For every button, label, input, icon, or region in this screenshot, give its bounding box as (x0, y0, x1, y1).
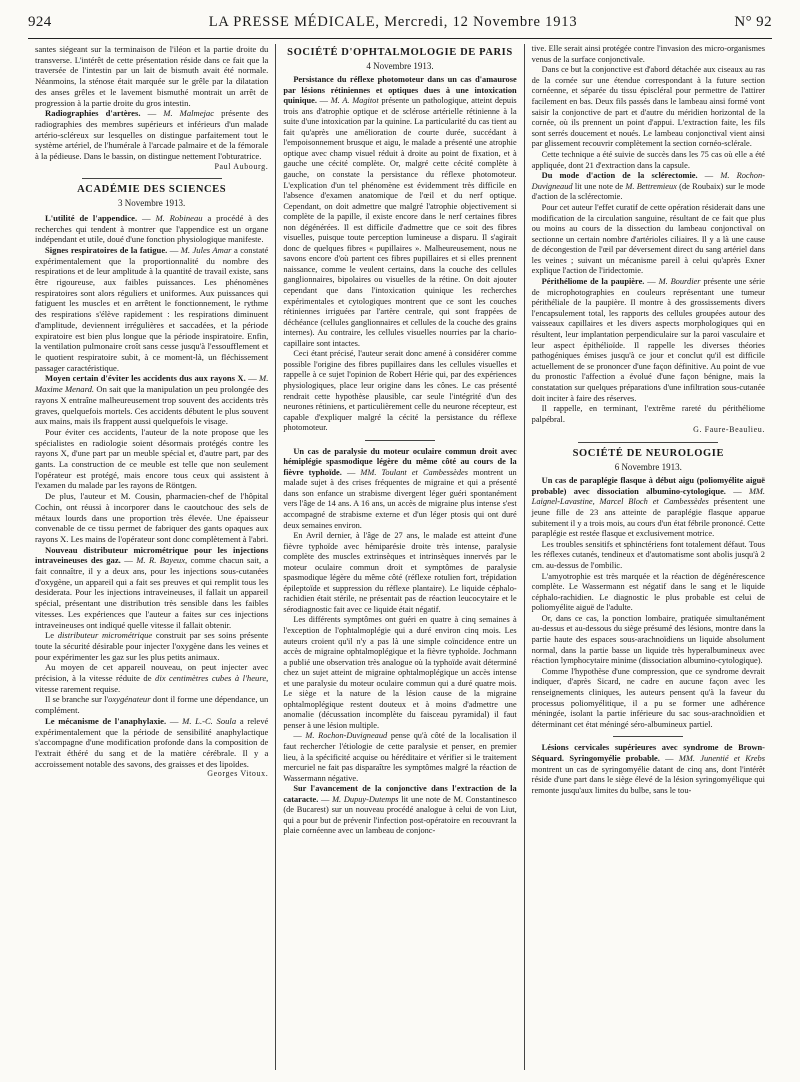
paragraph: De plus, l'auteur et M. Cousin, pharmacien-chef de l'hôpital Cochin, ont réussi à incorporer dans le caoutchouc des sels de métaux lourds dans une proportion très élevée. Une épaisseur convenable de ce tissu permet de fabriquer des gants opaques aux rayons X. Les mains de l'opérateur sont donc complètement à l'abri. (35, 491, 269, 544)
journal-title: LA PRESSE MÉDICALE, Mercredi, 12 Novembre 1913 (208, 14, 578, 30)
paragraph: Un cas de paraplégie flasque à début aigu (poliomyélite aiguë probable) avec dissociation albumino-cytologique. — MM. Laignel-Lavastine, Marcel Bloch et Cambessèdes présentent une jeune fille de 23 ans atteinte de paraplégie flasque apparue subitement il y a trois mois, au cours d'un état fébrile prononcé. Cette paraplégie est restée flasque et exclusivement motrice. (531, 476, 765, 539)
text-run: Au moyen de cet appareil nouveau, on peut injecter avec précision, à la vitesse réduite de (35, 662, 269, 684)
item-text: présente un pathologique, atteint depuis trois ans d'atrophie optique et de sclérose artérielle rétinienne à la suite d'une intoxication par la quinine. La particularité du cas tient au fait qu'après une amélioration de courte durée, succédant à l'empoisonnement brusque et aigu, le malade a présenté une atrophie optique avec champ visuel réduit à droite au point de fixation, et à gauche une cécité complète. Or, malgré cette cécité complète à gauche, on constate la persistance du réflexe photomoteur. L'explication d'un tel phénomène est évidemment très difficile en l'absence d'examen anatomique de l'œil et du nerf optique. Cependant, on doit admettre que malgré l'atrophie objectivement si complète de la papille, il existe encore dans le nerf certaines fibres non dégénérées. Il est difficile d'admettre que ce soit des fibres visuelles, puisque toute perception lumineuse a disparu. Il s'agirait donc de quelques fibres « pupillaires ». Malheureusement, nous ne savons encore d'où partent ces fibres pupillaires et si elles prennent naissance, comme le veulent certains, dans la couche des cellules ganglionnaires, bipolaires ou visuelles de la rétine. On doit ajouter cependant que dans l'intoxication quinique les recherches expérimentales et cytologiques montrent que ce sont les couches rétiniennes irriguées par l'artère centrale, qui sont frappées de déchéance (cellules ganglionnaires et cellules de la couche des grains internes). Au contraire, les cellules visuelles nourries par la chario-capillaire sont intactes. (283, 96, 517, 348)
text-run: dont il forme une dépendance, un complément. (35, 694, 269, 716)
paragraph (35, 662, 268, 694)
author: M. Rochon-Duvigneaud (305, 731, 388, 741)
item-title: Le mécanisme de l'anaphylaxie. (45, 715, 167, 726)
author: M. Dupuy-Dutemps (332, 794, 399, 804)
paragraph: Sur l'avancement de la conjonctive dans l'extraction de la cataracte. — M. Dupuy-Dutemps lit une note de M. Constantinesco (de Bucarest) sur un nouveau procédé analogue à celui de von Liut, qui a pour but de prévenir l'infection post-opératoire en recouvrant la plaie cornéenne avec un lambeau de conjonc- (283, 784, 517, 836)
item-text: présente des radiographies des membres supérieurs et inférieurs d'un malade artério-scléreux sur lesquelles on distingue parfaitement tout le système artériel, de l'humérale à l'arcade palmaire et de la fémorale à la pédieuse. Dans le bassin, on distingue nettement l'obturatrice. (35, 108, 269, 162)
author: M. Robineau (155, 212, 203, 223)
paragraph: Les troubles sensitifs et sphinctériens font totalement défaut. Tous les réflexes cutanés, tendineux et d'automatisme sont abolis jusqu'à 2 cm. au-dessus de l'ombilic. (531, 539, 765, 570)
section-divider (82, 178, 222, 179)
column-2 (275, 44, 523, 1070)
item-title: Périthéliome de la paupière. (541, 277, 645, 287)
paragraph: Signes respiratoires de la fatigue. — M. Jules Amar a constaté expérimentalement que la proportionnalité du nombre des respirations et de leur amplitude à la quantité de travail existe, sans être rigoureuse, aux faibles puissances. Les phénomènes respiratoires sont alors réguliers et uniformes. Aux puissances qui fatiguent les muscles et en arrêtent le fonctionnement, le rythme des respirations s'élève rapidement : les respirations diminuent d'amplitude, deviennent irrégulières et saccadées, et la période expiratoire est bien plus longue que la période inspiratoire. Enfin, la ventilation pulmonaire croît sans cesse jusqu'à l'essoufflement et le quotient respiratoire subit, à ce moment-là, un fléchissement passager caractéristique. (35, 244, 269, 373)
author: M. Bourdier (658, 277, 701, 287)
item-title: Un cas de paralysie du moteur oculaire commun droit avec hémiplégie spasmodique légère du même côté au cours de la fièvre typhoïde. (283, 446, 517, 477)
item-text: montrent un cas de syringomyélie datant de cinq ans, dont l'intérêt réside d'une part dans le siège élevé de la lésion syringomyélique qui remonte jusqu'aux limites du bulbe, sans le tou- (531, 764, 765, 795)
author: MM. Junentié et Krebs (678, 754, 765, 763)
paragraph: Il rappelle, en terminant, l'extrême rareté du périthéliome palpébral. (531, 404, 765, 424)
item-title: Du mode d'action de la sclérectomie. (541, 171, 698, 181)
section-divider (365, 440, 435, 441)
section-title: SOCIÉTÉ DE NEUROLOGIE (572, 447, 725, 459)
paragraph: Les différents symptômes ont guéri en quatre à cinq semaines à l'exception de l'ophtalmoplégie qui a duré environ cinq mois. Les auteurs croient qu'il n'y a pas là une simple coïncidence entre un accès de migraine ophtalmoplégique et la fièvre typhoïde. Jochmann a publié une observation très analogue où la typhoïde avait déterminé chez un sujet atteint de migraine ophtalmoplégique un accès intense et une paralysie du moteur oculaire commun qui a duré quatre mois. Le siège et la nature de la lésion cause de la migraine ophtalmoplégique restent douteux et à moins d'admettre une anomalie (décussation incomplète du faisceau pyramidal) il faut penser à une lésion multiple. (283, 615, 517, 730)
paragraph: tive. Elle serait ainsi protégée contre l'invasion des micro-organismes venus de la surface conjonctivale. (531, 44, 765, 64)
paragraph: Persistance du réflexe photomoteur dans un cas d'amaurose par lésions rétiniennes et optiques dues à une intoxication quinique. — M. A. Magitot présente un pathologique, atteint depuis trois ans d'atrophie optique et de sclérose artérielle rétinienne à la suite d'une intoxication par la quinine. La particularité du cas tient au fait qu'après une amélioration de courte durée, succédant à l'empoisonnement brusque et aigu, le malade a présenté une atrophie optique avec champ visuel réduit à droite au point de fixation, et à gauche une cécité complète. Or, malgré cette cécité complète à gauche, on constate la persistance du réflexe photomoteur. L'explication d'un tel phénomène est évidemment très difficile en l'absence d'examen anatomique de l'œil et du nerf optique. Cependant, on doit admettre que malgré l'atrophie objectivement si complète de la papille, il existe encore dans le nerf certaines fibres non dégénérées. Il est difficile d'admettre que ce soit des fibres visuelles, puisque toute perception lumineuse a disparu. Il s'agirait donc de quelques fibres « pupillaires ». Malheureusement, nous ne savons encore d'où partent ces fibres pupillaires et si elles prennent naissance, comme le veulent certains, dans la couche des cellules ganglionnaires, bipolaires ou visuelles de la rétine. On doit ajouter cependant que dans l'intoxication quinique les recherches expérimentales et cytologiques montrent que ce sont les couches rétiniennes irriguées par l'artère centrale, qui sont frappées de déchéance (cellules ganglionnaires et cellules de la couche des grains internes). Au contraire, les cellules visuelles nourries par la chario-capillaire sont intactes. (283, 75, 517, 348)
author: M. Bettremieux (625, 181, 677, 191)
item-title: Moyen certain d'éviter les accidents dus aux rayons X. (45, 373, 246, 384)
item-text: On sait que la manipulation un peu prolongée des rayons X entraîne malheureusement trop souvent des accidents très graves, quelquefois mortels. Ces accidents débutent le plus souvent aux mains, mais ils frappent aussi quelquefois le visage. (35, 384, 269, 427)
item-title: L'utilité de l'appendice. (45, 212, 138, 223)
author: M. R. Bayeux (136, 555, 186, 566)
item-text: , comme chacun sait, a fait connaître, il y a deux ans, pour les injections sous-cutanées d'oxygène, un appareil qui a fait ses preuves et qui remplit tous les desiderata. Pour les injections intraveineuses, il fallait un appareil spécial, présentant une distribution très sensible dans les faibles vitesses. Les expériences que l'auteur a faites sur ces injections intraveineuses ont indiqué quelle vitesse il fallait obtenir. (35, 555, 269, 630)
paragraph (35, 694, 268, 715)
column-3 (524, 44, 772, 1070)
paragraph: Cette technique a été suivie de succès dans les 75 cas où elle a été appliquée, dont 21 d'extraction dans la capsule. (531, 149, 765, 170)
text-run: Le (45, 630, 58, 641)
item-text: a relevé expérimentalement que la période de sensibilité anaphylactique s'accompagne d'une modification profonde dans la composition de l'extrait éthéré du sang et de la matière cérébrale. Il y a accroissement notable des savons, des graisses et des lipoïdes. (35, 715, 269, 769)
item-text: a constaté expérimentalement que la proportionnalité du nombre des respirations et de leur amplitude à la quantité de travail existe, sans être rigoureuse, aux faibles puissances. Les phénomènes respiratoires sont alors réguliers et uniformes. Aux puissances qui fatiguent les muscles et en arrêtent le fonctionnement, le rythme des respirations s'élève rapidement : les respirations diminuent d'amplitude, deviennent irrégulières et saccadées, et la période expiratoire est bien plus longue que la période inspiratoire. Enfin, la ventilation pulmonaire croît sans cesse jusqu'à l'essoufflement et le quotient respiratoire subit, à ce moment-là, un fléchissement passager caractéristique. (35, 244, 269, 373)
section-title: SOCIÉTÉ D'OPHTALMOLOGIE DE PARIS (287, 47, 513, 58)
author: MM. Toulant et Cambessèdes (360, 467, 468, 477)
paragraph: En Avril dernier, à l'âge de 27 ans, le malade est atteint d'une fièvre typhoïde avec hémiparésie droite très intense, paralysie complète des muscles extrinsèques et intrinsèques innervés par le moteur oculaire commun droit et symptômes de paralysie spasmodique légère du même côté (réflexe rotulien fort, trépidation épileptoïde et suppression du réflexe plantaire). Le liquide céphalo-rachidien était stérile, ne présentait pas de réaction leucocytaire et le sérodiagnostic fait avec ce liquide était négatif. (283, 531, 517, 614)
section-divider (613, 736, 683, 737)
column-1 (28, 44, 275, 1070)
item-text: pense qu'à côté de la localisation il faut rechercher l'étiologie de cette paralysie et penser, en premier lieu, à la spécificité acquise ou héréditaire et vérifier si le traitement mercuriel ne fait pas disparaître les symptômes malgré la réaction de Wassermann négative. (283, 731, 517, 783)
section-divider (578, 442, 718, 443)
item-text: lit une note de (574, 181, 624, 191)
paragraph: Radiographies d'artères. — M. Malmejac présente des radiographies des membres supérieurs et inférieurs d'un malade artério-scléreux sur lesquelles on distingue parfaitement tout le système artériel, de l'humérale à l'arcade palmaire et de la fémorale à la pédieuse. Dans le bassin, on distingue nettement l'obturatrice. (35, 108, 269, 162)
paragraph: L'amyotrophie est très marquée et la réaction de dégénérescence complète. Le Wassermann est négatif dans le sang et le liquide céphalo-rachidien. Le diagnostic le plus probable est celui de poliomyélite aiguë de l'adulte. (531, 571, 765, 613)
paragraph (35, 630, 268, 662)
author: M. Maxime Menard. (35, 373, 269, 395)
author: M. Rochon-Duvigneaud (531, 171, 765, 191)
signature: G. Faure-Beaulieu. (693, 425, 765, 435)
page-number: 924 (28, 14, 52, 30)
item-text: présente une série de microphotographies en couleurs représentant une tumeur périthéliale de la paupière. Il montre à des grossissements divers l'encapsulement total, les rapports des cellules groupées autour des vaisseaux capillaires et les divers aspects morphologiques qui en résultent, leur implantation perpendiculaire sur la paroi vasculaire et leur aspect épithélioïde. Il rappelle les diverses théories pathogéniques émises jusqu'à ce jour et conclut qu'il est difficile actuellement de se prononcer d'une façon définitive. Au point de vue du pronostic l'affection a évolué d'une façon bénigne, mais la constatation sur quelques préparations d'une infiltration sous-cutanée doit inciter à faire des réserves. (531, 277, 766, 403)
section-title: ACADÉMIE DES SCIENCES (77, 184, 227, 196)
paragraph: Dans ce but la conjonctive est d'abord détachée aux ciseaux au ras de la cornée sur une étendue correspondant à la future section cornéenne, et séparée du tissu épiscléral pour permettre de l'attirer facilement en bas. Deux fils passés dans le lambeau ainsi formé vont saisir la conjonctive de part et d'autre du méridien horizontal de la cornée, où ils prennent un point d'appui. L'extraction faite, les fils sont serrés doucement et noués. Le lambeau conjonctival vient ainsi par glissement recouvrir complètement la section cornéo-sclérale. (531, 65, 765, 149)
section-date: 4 Novembre 1913. (366, 60, 434, 71)
paragraph: Du mode d'action de la sclérectomie. — M. Rochon-Duvigneaud lit une note de M. Bettremieux (de Roubaix) sur le mode d'action de la sclérectomie. (531, 171, 765, 202)
issue-number: N° 92 (734, 14, 772, 30)
paragraph: Le mécanisme de l'anaphylaxie. — M. L.-C. Soula a relevé expérimentalement que la période de sensibilité anaphylactique s'accompagne d'une modification profonde dans la composition de l'extrait éthéré du sang et de la matière cérébrale. Il y a accroissement notable des savons, des graisses et des lipoïdes. (35, 715, 269, 769)
item-title: Lésions cervicales supérieures avec syndrome de Brown-Séquard. Syringomyélie probable. (531, 743, 765, 763)
section-date: 6 Novembre 1913. (614, 461, 682, 472)
columns (28, 44, 772, 1070)
item-title: Radiographies d'artères. (45, 108, 141, 119)
item-text: montrent un malade sujet à des crises fréquentes de migraine et qui a présenté dans son enfance un strabisme divergent léger guéri spontanément vers l'âge de 14 ans. A 16 ans, un accès de migraine plus intense s'est accompagné de strabisme externe et d'un léger ptosis qui ont duré deux semaines environ. (283, 467, 517, 530)
item-title: Persistance du réflexe photomoteur dans un cas d'amaurose par lésions rétiniennes et optiques dues à une intoxication quinique. (283, 75, 517, 106)
author: M. Malmejac (163, 108, 215, 119)
item-text: lit une note de M. Constantinesco (de Bucarest) sur un nouveau procédé analogue à celui de von Liut, qui a pour but de prévenir l'infection post-opératoire en recouvrant la plaie cornéenne avec un lambeau de conjonc- (283, 794, 517, 836)
paragraph: Pour cet auteur l'effet curatif de cette opération résiderait dans une modification de la circulation sanguine, résultant de ce fait que plus ou moins au cours de la dissection du lambeau conjonctival on sectionne un certain nombre d'artérioles ciliaires. Il y a là une cause de décongestion de l'œil par déversement direct du sang artériel dans les veines ; suivant un mécanisme pareil à celui qu'après Exner explique l'action de l'iridectomie. (531, 202, 765, 276)
text-run: construit par ses soins présente toute la sécurité désirable pour injecter l'oxygène dans les veines et pour expérimenter les gaz sur les plus petits animaux. (35, 630, 269, 662)
paragraph: Ceci étant précisé, l'auteur serait donc amené à considérer comme possible l'origine des fibres pupillaires dans les cellules visuelles et rappelle à ce sujet l'opinion de Robert Hérie qui, par des expériences physiologiques, place leur origine dans les cônes. Le cas présenté rendrait cette hypothèse plausible, car seule l'intégrité d'un des neurones rétiniens, et particulièrement celle du neurone récepteur, est capable d'expliquer malgré la cécité la persistance du réflexe photomoteur. (283, 349, 517, 433)
item-title: Signes respiratoires de la fatigue. (45, 244, 168, 255)
header-rule (28, 38, 772, 39)
item-title: Un cas de paraplégie flasque à début aigu (poliomyélite aiguë probable) avec dissociation albumino-cytologique. (531, 476, 765, 496)
page-header (28, 14, 772, 36)
item-title: Sur l'avancement de la conjonctive dans l'extraction de la cataracte. (283, 784, 517, 804)
paragraph: Moyen certain d'éviter les accidents dus aux rayons X. — M. Maxime Menard. On sait que la manipulation un peu prolongée des rayons X entraîne malheureusement trop souvent des accidents très graves, quelquefois mortels. Ces accidents débutent le plus souvent aux mains, mais ils frappent aussi quelquefois le visage. (35, 373, 269, 427)
signature: Georges Vitoux. (207, 769, 269, 779)
paragraph: santes siégeant sur la terminaison de l'iléon et la partie droite du transverse. L'intérêt de cette présentation réside dans ce fait que la traversée de l'intestin par un lait de bismuth avait été normale. Néanmoins, la sténose était marquée sur le grêle par la dilatation des anses grêles et le lavement bismuthé montrait un arrêt de progression à la partie droite du gros intestin. (35, 44, 269, 108)
signature: Paul Aubourg. (214, 161, 269, 171)
author: M. A. Magitot (330, 96, 379, 106)
emphasis: oxygénateur (108, 694, 151, 705)
emphasis: distributeur micrométrique (57, 630, 153, 641)
item-text: (de Roubaix) sur le mode d'action de la sclérectomie. (531, 181, 765, 202)
section-date: 3 Novembre 1913. (118, 198, 186, 209)
author: M. L.-C. Soula (182, 715, 237, 726)
paragraph: Pour éviter ces accidents, l'auteur de la note propose que les spécialistes en radiologie soient désormais protégés contre les rayons X, d'une part par un meuble spécial et, d'autre part, par des gants. La construction de ce meuble est telle que non seulement l'opérateur est protégé, mais encore tous ceux qui assistent à l'examen du malade par les rayons de Röntgen. (35, 426, 269, 491)
emphasis: dix centimètres cubes à l'heure (155, 673, 267, 684)
text-run: Il se branche sur l' (45, 694, 109, 705)
paragraph: Nouveau distributeur micrométrique pour les injections intraveineuses des gaz. — M. R. Bayeux, comme chacun sait, a fait connaître, il y a deux ans, pour les injections sous-cutanées d'oxygène, un appareil qui a fait ses preuves et qui remplit tous les desiderata. Pour les injections intraveineuses, il fallait un appareil spécial, présentant une distribution très sensible dans les faibles vitesses. Les expériences que l'auteur a faites sur ces injections intraveineuses ont indiqué quelle vitesse il fallait obtenir. (35, 544, 269, 630)
paragraph: Périthéliome de la paupière. — M. Bourdier présente une série de microphotographies en couleurs représentant une tumeur périthéliale de la paupière. Il montre à des grossissements divers l'encapsulement total, les rapports des cellules groupées autour des vaisseaux capillaires et les divers aspects morphologiques qui en résultent, leur implantation perpendiculaire sur la paroi vasculaire et leur aspect épithélioïde. Il rappelle les diverses théories pathogéniques émises jusqu'à ce jour et conclut qu'il est difficile actuellement de se prononcer d'une façon définitive. Au point de vue du pronostic l'affection a évolué d'une façon bénigne, mais la constatation sur quelques préparations d'une infiltration sous-cutanée doit inciter à faire des réserves. (531, 277, 766, 403)
paragraph: Lésions cervicales supérieures avec syndrome de Brown-Séquard. Syringomyélie probable. — MM. Junentié et Krebs montrent un cas de syringomyélie datant de cinq ans, dont l'intérêt réside d'une part dans le siège élevé de la lésion syringomyélique qui remonte jusqu'aux limites du bulbe, sans le tou- (531, 743, 765, 795)
author: M. Jules Amar (180, 244, 232, 255)
text-run: , vitesse rarement requise. (35, 673, 269, 694)
item-text: présentent une jeune fille de 23 ans atteinte de paraplégie flasque apparue subitement il y a trois mois, au cours d'un état fébrile prononcé. Cette paraplégie est restée flasque et exclusivement motrice. (531, 497, 765, 539)
paragraph: Or, dans ce cas, la ponction lombaire, pratiquée simultanément au-dessus et au-dessous du siège présumé des lésions, montre dans la partie haute des espaces sous-arachnoïdiens un liquide absolument normal, dans la partie basse un liquide très hyperalbumineux avec réaction lymphocytaire minime (dissociation albumino-cytologique). (531, 613, 765, 666)
author: MM. Laignel-Lavastine, Marcel Bloch et Cambessèdes (531, 486, 765, 507)
paragraph: Un cas de paralysie du moteur oculaire commun droit avec hémiplégie spasmodique légère du même côté au cours de la fièvre typhoïde. — MM. Toulant et Cambessèdes montrent un malade sujet à des crises fréquentes de migraine et qui a présenté dans son enfance un strabisme divergent léger guéri spontanément vers l'âge de 14 ans. A 16 ans, un accès de migraine plus intense s'est accompagné de strabisme externe et d'un léger ptosis qui ont duré deux semaines environ. (283, 446, 517, 530)
item-text: a procédé à des recherches qui tendent à montrer que l'appendice est un organe indépendant et utile, doué d'une fonction physiologique manifeste. (35, 212, 269, 245)
paragraph: — M. Rochon-Duvigneaud pense qu'à côté de la localisation il faut rechercher l'étiologie de cette paralysie et penser, en premier lieu, à la spécificité acquise ou héréditaire et vérifier si le traitement mercuriel ne fait pas disparaître les symptômes malgré la réaction de Wassermann négative. (283, 731, 517, 783)
paragraph: L'utilité de l'appendice. — M. Robineau a procédé à des recherches qui tendent à montrer que l'appendice est un organe indépendant et utile, doué d'une fonction physiologique manifeste. (35, 212, 269, 245)
item-title: Nouveau distributeur micrométrique pour les injections intraveineuses des gaz. (35, 544, 269, 566)
paragraph: Comme l'hypothèse d'une compression, que ce syndrome devrait indiquer, d'après Sicard, ne cadre en aucune façon avec les renseignements cliniques, les auteurs pensent qu'à la faveur du processus poliomyélitique, il a pu se former une adhérence méningée, isolant la partie inférieure du sac sous-arachnoïdien et déterminant cet état méningé séro-albumineux partiel. (531, 666, 765, 729)
